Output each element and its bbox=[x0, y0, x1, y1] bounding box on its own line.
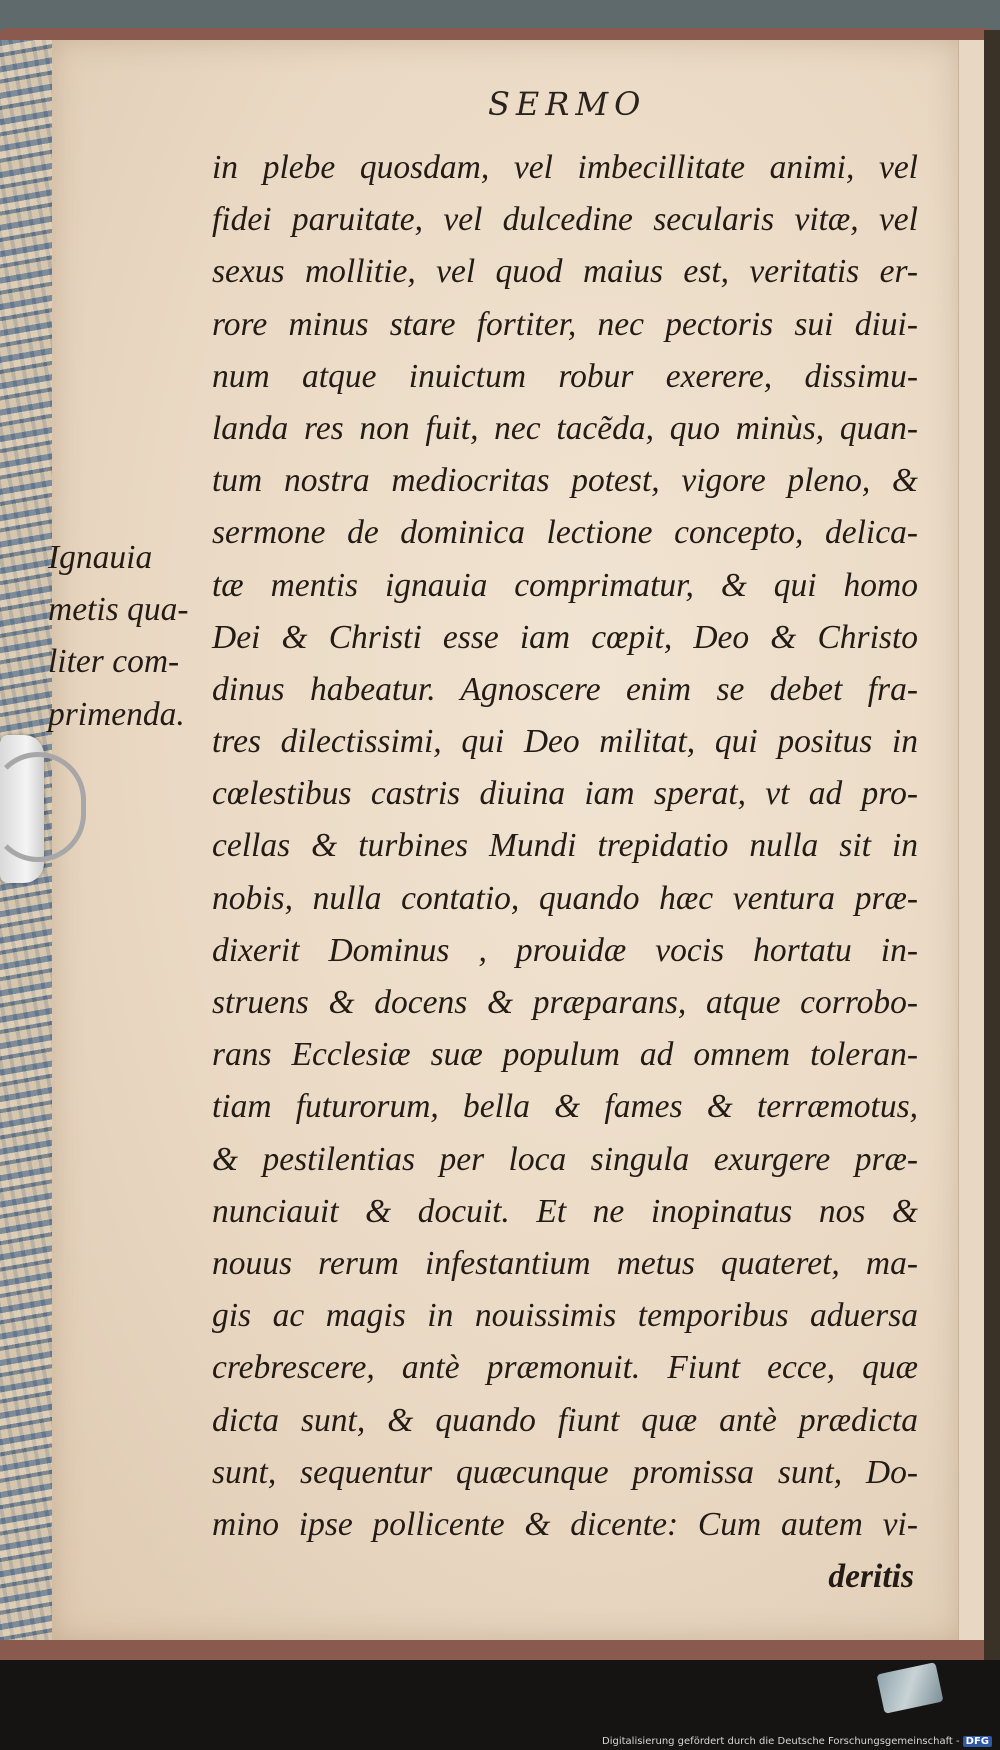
text-line: sermone de dominica lectione concepto, delica- bbox=[212, 514, 918, 552]
text-line: tæ mentis ignauia comprimatur, & qui homo bbox=[212, 566, 918, 604]
text-line: dinus habeatur. Agnoscere enim se debet fra- bbox=[212, 670, 918, 708]
marginal-note-line: primenda. bbox=[48, 695, 185, 733]
text-line: gis ac magis in nouissimis temporibus aduersa bbox=[212, 1297, 918, 1335]
text-line: Dei & Christi esse iam cœpit, Deo & Christo bbox=[212, 618, 918, 656]
text-line: mino ipse pollicente & dicente: Cum autem vi- bbox=[212, 1505, 918, 1543]
text-line: dixerit Dominus , prouidæ vocis hortatu in- bbox=[212, 931, 918, 969]
text-line: crebrescere, antè præmonuit. Fiunt ecce, quæ bbox=[212, 1349, 918, 1387]
text-line: tum nostra mediocritas potest, vigore pleno, & bbox=[212, 462, 918, 500]
text-line: sunt, sequentur quæcunque promissa sunt, Do- bbox=[212, 1453, 918, 1491]
text-line: struens & docens & præparans, atque corrobo- bbox=[212, 984, 918, 1021]
text-line: nouus rerum infestantium metus quateret, ma- bbox=[212, 1244, 918, 1282]
text-line: fidei paruitate, vel dulcedine secularis vitæ, vel bbox=[212, 201, 918, 239]
body-text bbox=[212, 142, 918, 1603]
text-line: cœlestibus castris diuina iam sperat, vt ad pro- bbox=[212, 775, 918, 813]
text-line: nobis, nulla contatio, quando hæc ventura præ- bbox=[212, 879, 918, 917]
text-line: sexus mollitie, vel quod maius est, veritatis er- bbox=[212, 253, 918, 291]
credit-text: Digitalisierung gefördert durch die Deutsche Forschungsgemeinschaft - bbox=[602, 1736, 960, 1747]
page-edge-strip bbox=[958, 40, 985, 1640]
digitization-credit bbox=[602, 1736, 992, 1747]
text-line: tiam futurorum, bella & fames & terræmotus, bbox=[212, 1088, 918, 1126]
text-line: tres dilectissimi, qui Deo militat, qui positus in bbox=[212, 723, 918, 761]
text-line: in plebe quosdam, vel imbecillitate animi, vel bbox=[212, 149, 918, 186]
marginal-note-line: liter com- bbox=[48, 643, 180, 681]
text-line: rore minus stare fortiter, nec pectoris sui diui- bbox=[212, 305, 918, 343]
running-header: SERMO bbox=[488, 85, 647, 123]
clip-ring bbox=[0, 752, 86, 862]
text-line: num atque inuictum robur exerere, dissimu- bbox=[212, 357, 918, 395]
marginal-note bbox=[48, 532, 218, 741]
text-line: landa res non fuit, nec tacẽda, quo minùs, quan- bbox=[212, 409, 918, 447]
marginal-note-line: metis qua- bbox=[48, 591, 189, 629]
book-spine-edge bbox=[984, 30, 1000, 1670]
text-line: nunciauit & docuit. Et ne inopinatus nos & bbox=[212, 1192, 918, 1230]
text-line: cellas & turbines Mundi trepidatio nulla sit in bbox=[212, 827, 918, 865]
text-line: rans Ecclesiæ suæ populum ad omnem toleran- bbox=[212, 1036, 918, 1074]
text-line: dicta sunt, & quando fiunt quæ antè prædicta bbox=[212, 1401, 918, 1439]
text-line: & pestilentias per loca singula exurgere præ- bbox=[212, 1140, 918, 1178]
dfg-logo-icon: DFG bbox=[963, 1736, 992, 1747]
marginal-note-line: Ignauia bbox=[48, 539, 153, 576]
catchword: deritis bbox=[828, 1558, 914, 1596]
